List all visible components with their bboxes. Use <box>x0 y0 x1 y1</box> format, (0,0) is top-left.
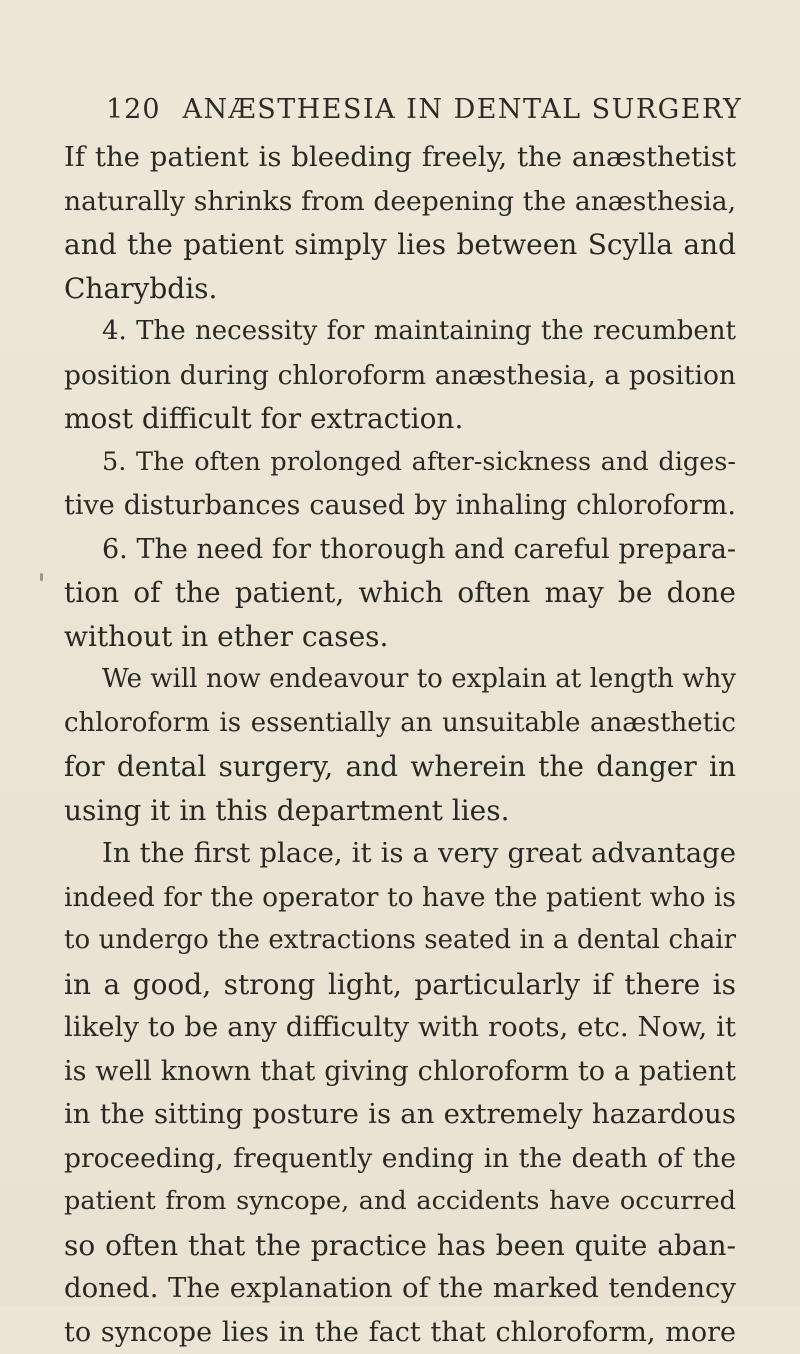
text-line: without in ether cases. <box>64 615 736 659</box>
text-line: to undergo the extractions seated in a dental chair <box>64 919 736 963</box>
text-line: Charybdis. <box>64 267 736 311</box>
text-line: position during chloroform anæsthesia, a position <box>64 354 736 398</box>
text-line: using it in this department lies. <box>64 789 736 833</box>
body-text <box>64 136 736 1296</box>
text-line: most difficult for extraction. <box>64 397 736 441</box>
margin-speck <box>40 573 43 581</box>
text-line: indeed for the operator to have the patient who is <box>64 876 736 920</box>
text-line: 6. The need for thorough and careful prepara- <box>64 528 736 572</box>
text-line: tive disturbances caused by inhaling chloroform. <box>64 484 736 528</box>
text-line: tion of the patient, which often may be done <box>64 571 736 615</box>
text-line: proceeding, frequently ending in the death of the <box>64 1137 736 1181</box>
text-line: naturally shrinks from deepening the anæsthesia, <box>64 180 736 224</box>
text-line: 5. The often prolonged after-sickness and diges- <box>64 441 736 485</box>
text-line: likely to be any difficulty with roots, etc. Now, it <box>64 1006 736 1050</box>
text-line: so often that the practice has been quite aban- <box>64 1224 736 1268</box>
text-line: doned. The explanation of the marked tendency <box>64 1267 736 1311</box>
page-number: 120 <box>106 88 161 132</box>
text-line: If the patient is bleeding freely, the anæsthetist <box>64 136 736 180</box>
text-line: patient from syncope, and accidents have occurred <box>64 1180 736 1224</box>
text-line: in the sitting posture is an extremely hazardous <box>64 1093 736 1137</box>
text-line: and the patient simply lies between Scylla and <box>64 223 736 267</box>
text-line: We will now endeavour to explain at length why <box>64 658 736 702</box>
text-line: chloroform is essentially an unsuitable anæsthetic <box>64 702 736 746</box>
text-line: 4. The necessity for maintaining the recumbent <box>64 310 736 354</box>
text-line: to syncope lies in the fact that chloroform, more <box>64 1311 736 1354</box>
text-line: In the first place, it is a very great advantage <box>64 832 736 876</box>
running-head <box>106 88 746 132</box>
text-line: for dental surgery, and wherein the danger in <box>64 745 736 789</box>
text-line: in a good, strong light, particularly if there is <box>64 963 736 1007</box>
text-line: is well known that giving chloroform to a patient <box>64 1050 736 1094</box>
running-title: ANÆSTHESIA IN DENTAL SURGERY <box>183 94 743 125</box>
